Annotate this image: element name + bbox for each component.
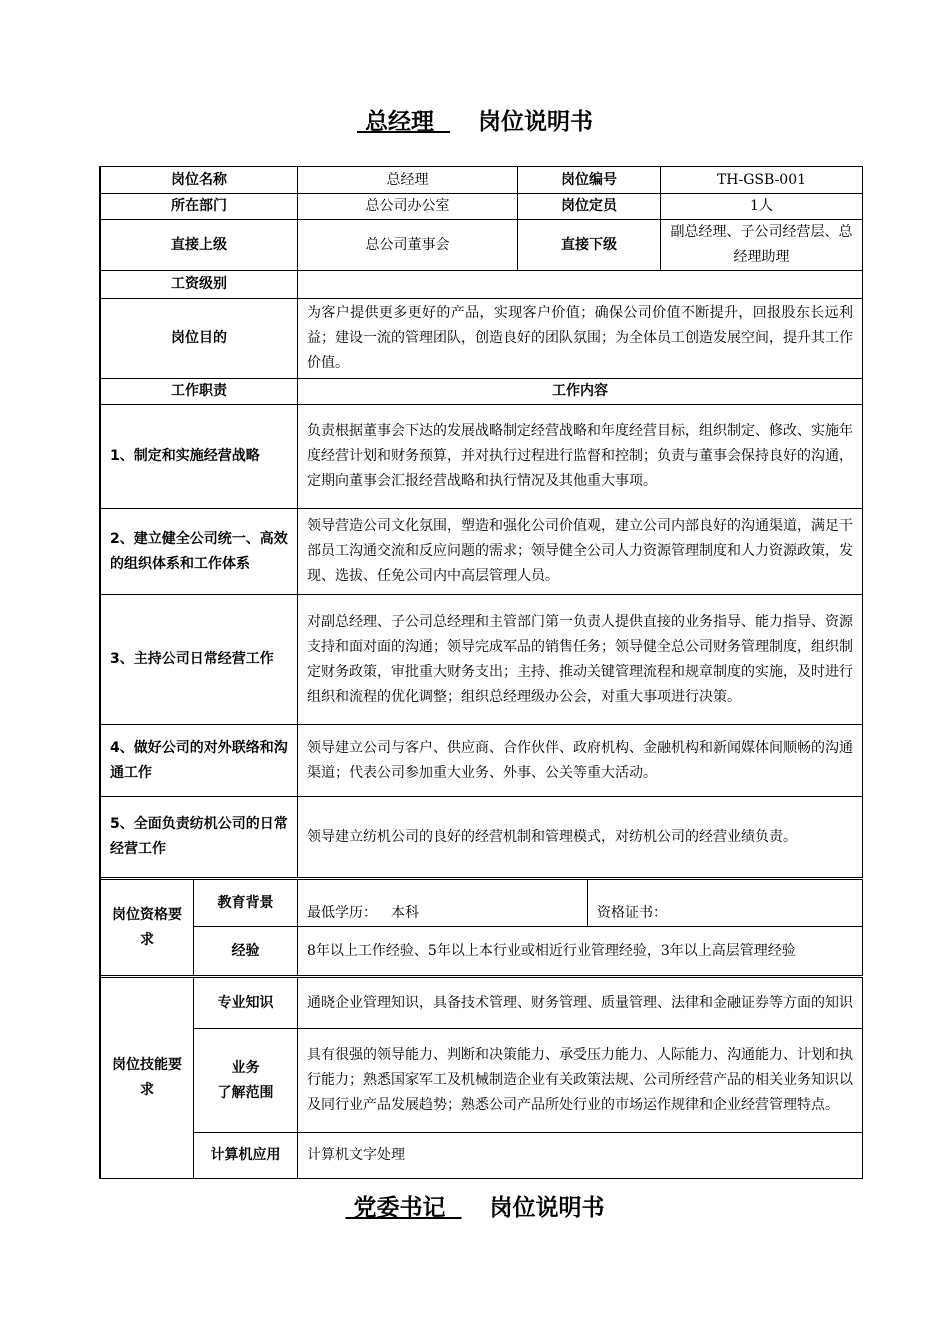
superior-value: 总公司董事会: [298, 220, 518, 271]
computer-label: 计算机应用: [194, 1133, 298, 1179]
experience-text: 8年以上工作经验、5年以上本行业或相近行业管理经验，3年以上高层管理经验: [298, 927, 863, 977]
education-value-cell: [298, 879, 588, 927]
duty-row-5: [101, 797, 863, 879]
position-code-value: TH-GSB-001: [661, 167, 863, 194]
row-computer: [101, 1133, 863, 1179]
title2-suffix: 岗位说明书: [489, 1195, 605, 1221]
business-label-line2: 了解范围: [217, 1084, 274, 1101]
duties-header-left: 工作职责: [101, 379, 298, 405]
duty-content: 负责根据董事会下达的发展战略制定经营战略和年度经营目标，组织制定、修改、实施年度经营计划和财务预算，并对执行过程进行监督和控制；负责与董事会保持良好的沟通，定期向董事会汇报经营战略和执行情况及其他重大事项。: [298, 405, 863, 509]
salary-value: [298, 271, 863, 299]
duty-title: 4、做好公司的对外联络和沟通工作: [101, 725, 298, 797]
superior-label: 直接上级: [101, 220, 298, 271]
duties-header-right: 工作内容: [298, 379, 863, 405]
duty-row-2: [101, 509, 863, 595]
job-description-table: [100, 166, 863, 1179]
row-purpose: [101, 299, 863, 379]
skills-label: 岗位技能要求: [101, 977, 194, 1179]
subordinate-value: 副总经理、子公司经营层、总经理助理: [661, 220, 863, 271]
row-business: [101, 1029, 863, 1133]
duty-title: 2、建立健全公司统一、高效的组织体系和工作体系: [101, 509, 298, 595]
headcount-label: 岗位定员: [518, 194, 661, 220]
duty-content: 领导建立公司与客户、供应商、合作伙伴、政府机构、金融机构和新闻媒体间顺畅的沟通渠道；代表公司参加重大业务、外事、公关等重大活动。: [298, 725, 863, 797]
row-salary: [101, 271, 863, 299]
knowledge-text: 通晓企业管理知识，具备技术管理、财务管理、质量管理、法律和金融证券等方面的知识: [298, 977, 863, 1029]
certificate-label: 资格证书：: [597, 905, 667, 921]
position-name-value: 总经理: [298, 167, 518, 194]
title-suffix: 岗位说明书: [478, 109, 594, 135]
education-label: 教育背景: [194, 879, 298, 927]
duty-row-4: [101, 725, 863, 797]
duty-content: 领导建立纺机公司的良好的经营机制和管理模式，对纺机公司的经营业绩负责。: [298, 797, 863, 879]
row-duties-header: [101, 379, 863, 405]
title2-position-name: 党委书记: [345, 1195, 462, 1221]
row-position-name: [101, 167, 863, 194]
row-superior: [101, 220, 863, 271]
duty-content: 对副总经理、子公司总经理和主管部门第一负责人提供直接的业务指导、能力指导、资源支持和面对面的沟通；领导完成军品的销售任务；领导健全总公司财务管理制度，组织制定财务政策，审批重大财务支出；主持、推动关键管理流程和规章制度的实施，及时进行组织和流程的优化调整；组织总经理级办公会，对重大事项进行决策。: [298, 595, 863, 725]
row-knowledge: [101, 977, 863, 1029]
salary-label: 工资级别: [101, 271, 298, 299]
subordinate-label: 直接下级: [518, 220, 661, 271]
qualification-label: 岗位资格要求: [101, 879, 194, 977]
purpose-text: 为客户提供更多更好的产品，实现客户价值；确保公司价值不断提升，回报股东长远利益；建设一流的管理团队，创造良好的团队氛围；为全体员工创造发展空间，提升其工作价值。: [298, 299, 863, 379]
business-label-cell: [194, 1029, 298, 1133]
document-title: [0, 103, 950, 136]
department-value: 总公司办公室: [298, 194, 518, 220]
row-experience: [101, 927, 863, 977]
duty-row-3: [101, 595, 863, 725]
position-code-label: 岗位编号: [518, 167, 661, 194]
row-education: [101, 879, 863, 927]
business-text: 具有很强的领导能力、判断和决策能力、承受压力能力、人际能力、沟通能力、计划和执行能力；熟悉国家军工及机械制造企业有关政策法规、公司所经营产品的相关业务知识以及同行业产品发展趋势；熟悉公司产品所处行业的市场运作规律和企业经营管理特点。: [298, 1029, 863, 1133]
position-name-label: 岗位名称: [101, 167, 298, 194]
duty-content: 领导营造公司文化氛围，塑造和强化公司价值观，建立公司内部良好的沟通渠道，满足干部员工沟通交流和反应问题的需求；领导健全公司人力资源管理制度和人力资源政策，发现、选拔、任免公司内中高层管理人员。: [298, 509, 863, 595]
duty-row-1: [101, 405, 863, 509]
headcount-value: 1人: [661, 194, 863, 220]
row-department: [101, 194, 863, 220]
business-label-line1: 业务: [231, 1059, 260, 1076]
department-label: 所在部门: [101, 194, 298, 220]
education-value: 本科: [391, 905, 419, 921]
certificate-cell: [588, 879, 863, 927]
next-document-title: [0, 1189, 950, 1222]
duty-title: 5、全面负责纺机公司的日常经营工作: [101, 797, 298, 879]
knowledge-label: 专业知识: [194, 977, 298, 1029]
title-position-name: 总经理: [356, 109, 451, 135]
education-prefix: 最低学历：: [307, 905, 377, 921]
duty-title: 3、主持公司日常经营工作: [101, 595, 298, 725]
purpose-label: 岗位目的: [101, 299, 298, 379]
experience-label: 经验: [194, 927, 298, 977]
computer-text: 计算机文字处理: [298, 1133, 863, 1179]
duty-title: 1、制定和实施经营战略: [101, 405, 298, 509]
